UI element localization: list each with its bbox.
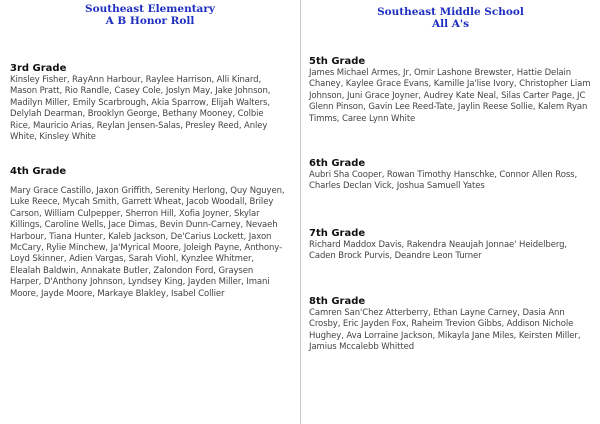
grade-heading: 6th Grade — [309, 158, 366, 169]
elementary-school-name: Southeast Elementary — [85, 3, 215, 15]
middle-school-title — [301, 6, 600, 30]
grade-heading: 3rd Grade — [10, 63, 67, 74]
grade-section-5th — [309, 56, 593, 125]
student-names: James Michael Armes, Jr, Omir Lashone Brewster, Hattie Delain Chaney, Kaylee Grace Evans, Kamille Ja'lise Ivory, Christopher Liam Johnson, Juni Grace Joyner, Audrey Kate Neal, Silas Carter Page, JC Glenn Pinson, Gavin Lee Reed-Tate, Jaylin Reese Sollie, Kalem Ryan Timms, Caree Lynn White — [309, 68, 591, 124]
grade-section-6th — [309, 158, 593, 193]
student-names: Mary Grace Castillo, Jaxon Griffith, Serenity Herlong, Quy Nguyen, Luke Reece, Mycah Smith, Garrett Wheat, Jacob Woodall, Briley Carson, William Culpepper, Sherron Hill, Xofia Joyner, Skylar Killings, Caroline Wells, Jace Dimas, Bevin Dunn-Carney, Nevaeh Harbour, Tiana Hunter, Kaleb Jackson, De'Carius Lockett, Jaxon McCary, Rylie Minchew, Ja'Myrical Moore, Joleigh Payne, Anthony-Loyd Skinner, Adien Vargas, Sarah Viohl, Kynzlee Whitmer, Elealah Baldwin, Annakate Butler, Zalondon Ford, Graysen Harper, D'Anthony Johnson, Lyndsey King, Jayden Miller, Imani Moore, Jayde Moore, Markaye Blakley, Isabel Collier — [10, 186, 285, 299]
student-names: Camren San'Chez Atterberry, Ethan Layne Carney, Dasia Ann Crosby, Eric Jayden Fox, Raheim Trevion Gibbs, Addison Nichole Hughey, Ava Lorraine Jackson, Mikayla Jane Miles, Keirsten Miller, Jamius Mccalebb Whitted — [309, 308, 581, 353]
student-names: Kinsley Fisher, RayAnn Harbour, Raylee Harrison, Alli Kinard, Mason Pratt, Rio Randle, Casey Cole, Joslyn May, Jake Johnson, Madilyn Miller, Emily Scarbrough, Akia Sparrow, Elijah Walters, Delylah Dearman, Brooklyn George, Bethany Mooney, Colbie Rice, Mauricio Arias, Reylan Jensen-Salas, Presley Reed, Anley White, Kinsley White — [10, 75, 271, 143]
grade-section-8th — [309, 296, 593, 354]
grade-heading: 5th Grade — [309, 56, 366, 67]
grade-heading: 4th Grade — [10, 166, 67, 177]
middle-school-column — [301, 0, 600, 424]
grade-heading: 7th Grade — [309, 228, 366, 239]
middle-school-name: Southeast Middle School — [377, 6, 524, 18]
grade-section-3rd — [10, 63, 286, 143]
elementary-list-name: A B Honor Roll — [105, 15, 195, 27]
student-names: Aubri Sha Cooper, Rowan Timothy Hanschke, Connor Allen Ross, Charles Declan Vick, Joshua Samuell Yates — [309, 170, 578, 192]
grade-section-7th — [309, 228, 593, 263]
student-names: Richard Maddox Davis, Rakendra Neaujah Jonnae' Heidelberg, Caden Brock Purvis, Deandre Leon Turner — [309, 240, 567, 262]
middle-list-name: All A's — [431, 18, 470, 30]
grade-section-4th — [10, 166, 286, 300]
grade-heading: 8th Grade — [309, 296, 366, 307]
elementary-title — [0, 3, 300, 27]
